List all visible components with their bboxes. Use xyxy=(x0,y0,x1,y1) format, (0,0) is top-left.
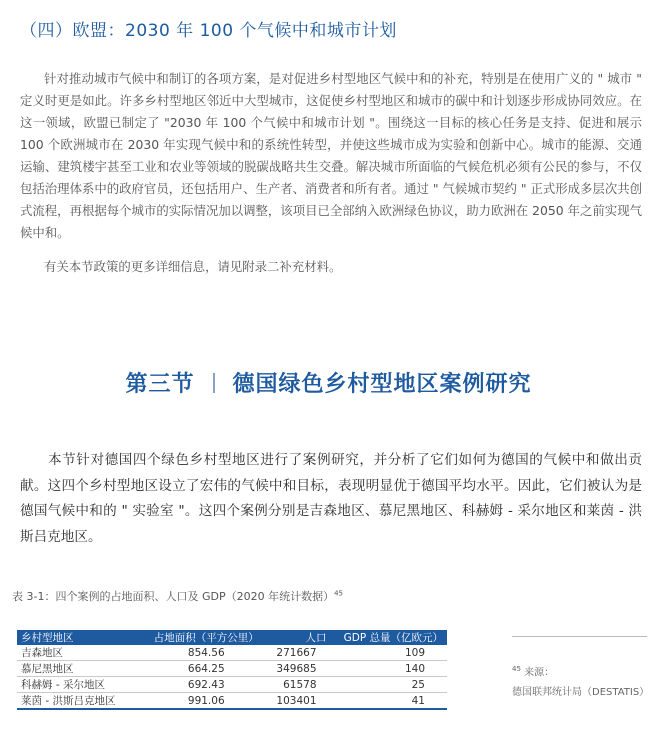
cell-gdp: 41 xyxy=(331,693,447,710)
footnote-label-line xyxy=(512,659,649,683)
cell-area: 664.25 xyxy=(145,661,268,677)
cell-population: 103401 xyxy=(268,693,331,710)
cell-population: 271667 xyxy=(268,645,331,661)
paragraph-eu-cities: 针对推动城市气候中和制订的各项方案，是对促进乡村型地区气候中和的补充，特别是在使用广义的 " 城市 " 定义时更是如此。许多乡村型地区邻近中大型城市，这促使乡村型地区和城市的碳中和计划逐步形成协同效应。在这一领域，欧盟已制定了 "2030 年 100 个气候中和城市计划 "。围绕这一目标的核心任务是支持、促进和展示 100 个欧洲城市在 2030 年实现气候中和的系统性转型，并使这些城市成为实验和创新中心。城市的能源、交通运输、建筑楼宇甚至工业和农业等领域的脱碳战略共生交叠。解决城市所面临的气候危机必须有公民的参与，不仅包括治理体系中的政府官员，还包括用户、生产者、消费者和所有者。通过 " 气候城市契约 " 正式形成多层次共创式流程，再根据每个城市的实际情况加以调整，该项目已全部纳入欧洲绿色协议，助力欧洲在 2050 年之前实现气候中和。 xyxy=(20,71,642,240)
section-title: 德国绿色乡村型地区案例研究 xyxy=(232,372,532,397)
data-table xyxy=(17,630,447,710)
footnote-source: 德国联邦统计局（DESTATIS） xyxy=(512,687,650,699)
cell-population: 61578 xyxy=(268,677,331,693)
header-gdp: GDP 总量（亿欧元） xyxy=(331,630,447,645)
cell-area: 692.43 xyxy=(145,677,268,693)
header-region: 乡村型地区 xyxy=(17,630,145,645)
cell-gdp: 140 xyxy=(331,661,447,677)
cell-region: 吉森地区 xyxy=(17,645,145,661)
subsection-title: （四）欧盟：2030 年 100 个气候中和城市计划 xyxy=(20,21,397,41)
footnote-label: 来源： xyxy=(524,667,555,679)
cell-area: 991.06 xyxy=(145,693,268,710)
table-row xyxy=(17,661,447,677)
cell-region: 莱茵 - 洪斯吕克地区 xyxy=(17,693,145,710)
cell-population: 349685 xyxy=(268,661,331,677)
section-divider xyxy=(213,373,215,393)
table-caption xyxy=(12,588,343,604)
cell-area: 854.56 xyxy=(145,645,268,661)
footnote xyxy=(512,659,649,703)
cell-region: 科赫姆 - 采尔地区 xyxy=(17,677,145,693)
table-caption-text: 表 3-1：四个案例的占地面积、人口及 GDP（2020 年统计数据） xyxy=(12,590,335,603)
paragraph-case-intro: 本节针对德国四个绿色乡村型地区进行了案例研究，并分析了它们如何为德国的气候中和做出贡献。这四个乡村型地区设立了宏伟的气候中和目标，表现明显优于德国平均水平。因此，它们被认为是德国气候中和的 " 实验室 "。这四个案例分别是吉森地区、慕尼黑地区、科赫姆 - 采尔地区和莱茵 - 洪斯吕克地区。 xyxy=(20,452,642,545)
section-heading xyxy=(0,367,657,398)
section-label: 第三节 xyxy=(125,372,195,397)
header-area: 占地面积（平方公里） xyxy=(145,630,268,645)
cell-gdp: 109 xyxy=(331,645,447,661)
table-header-row xyxy=(17,630,447,645)
table-caption-footnote-ref: 45 xyxy=(334,589,343,598)
footnote-divider xyxy=(512,636,647,637)
header-population: 人口 xyxy=(268,630,331,645)
cell-gdp: 25 xyxy=(331,677,447,693)
cell-region: 慕尼黑地区 xyxy=(17,661,145,677)
table-row xyxy=(17,693,447,710)
paragraph-appendix-note: 有关本节政策的更多详细信息，请见附录二补充材料。 xyxy=(44,259,342,274)
table-row xyxy=(17,677,447,693)
footnote-ref: 45 xyxy=(512,665,521,673)
table-row xyxy=(17,645,447,661)
